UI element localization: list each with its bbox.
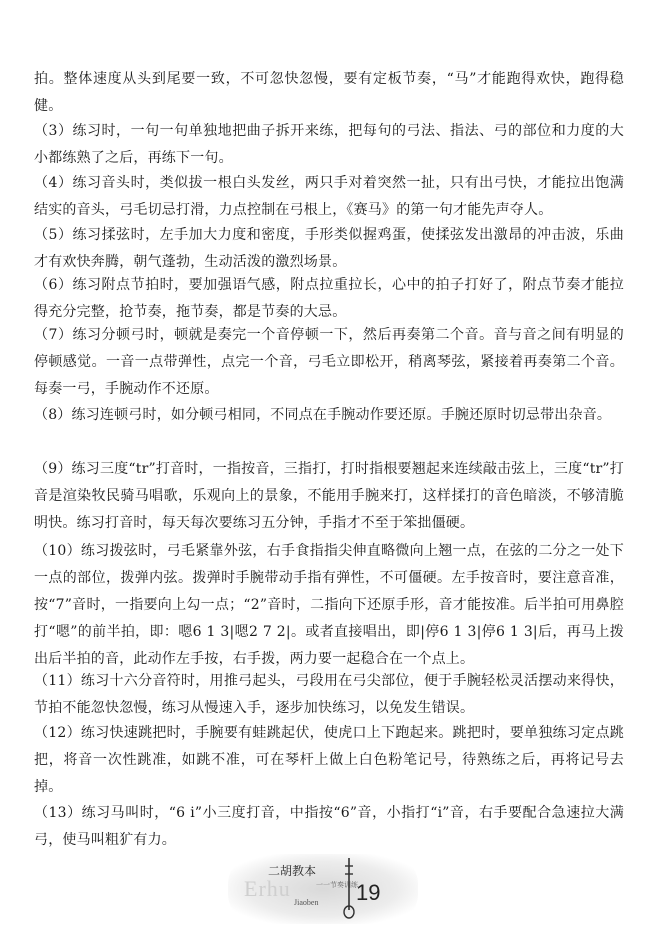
footer-subtitle: 一一节奏训练	[316, 881, 358, 889]
paragraph-5: （6）练习附点节拍时，要加强语气感，附点拉重拉长，心中的拍子打好了，附点节奏才能拉得充分完整，抢节奏，拖节奏，都是节奏的大忌。	[34, 277, 624, 320]
paragraph-11: （12）练习快速跳把时，手腕要有蛙跳起伏，使虎口上下跑起来。跳把时，要单独练习定点跳把，将音一次性跳准，如跳不准，可在琴杆上做上白色粉笔记号，待熟练之后，再将记号去掉。	[34, 725, 624, 795]
footer-pinyin: Jiaoben	[294, 898, 319, 907]
paragraph-8: （9）练习三度“tr”打音时，一指按音，三指打，打时指根要翘起来连续敲击弦上，三度“tr”打音是渲染牧民骑马唱歌，乐观向上的景象，不能用手腕来打，这样揉打的音色暗淡，不够清脆明快。练习打音时，每天每次要练习五分钟，手指才不至于笨拙僵硬。	[34, 461, 624, 531]
paragraph-3: （4）练习音头时，类似拔一根白头发丝，两只手对着突然一扯，只有出弓快，才能拉出饱满结实的音头，弓毛切忌打滑，力点控制在弓根上，《赛马》的第一句才能先声夺人。	[34, 175, 624, 218]
paragraph-4: （5）练习揉弦时，左手加大力度和密度，手形类似握鸡蛋，使揉弦发出激昂的冲击波，乐曲才有欢快奔腾，朝气蓬勃，生动活泼的激烈场景。	[34, 227, 624, 270]
paragraph-6: （7）练习分顿弓时，顿就是奏完一个音停顿一下，然后再奏第二个音。音与音之间有明显的停顿感觉。一音一点带弹性，点完一个音，弓毛立即松开，稍离琴弦，紧接着再奏第二个音。每奏一弓，手腕动作不还原。	[34, 327, 624, 397]
paragraph-1: 拍。整体速度从头到尾要一致，不可忽快忽慢，要有定板节奏，“马”才能跑得欢快，跑得稳健。	[34, 71, 624, 114]
page-footer	[228, 850, 428, 928]
paragraph-7: （8）练习连顿弓时，如分顿弓相同，不同点在手腕动作要还原。手腕还原时切忌带出杂音。	[34, 407, 612, 423]
paragraph-10: （11）练习十六分音符时，用推弓起头，弓段用在弓尖部位，便于手腕轻松灵活摆动来得快，节拍不能忽快忽慢，练习从慢速入手，逐步加快练习，以免发生错误。	[34, 673, 624, 716]
footer-latin-title: Erhu	[244, 876, 291, 901]
paragraph-9: （10）练习拨弦时，弓毛紧靠外弦，右手食指指尖伸直略微向上翘一点，在弦的二分之一处下一点的部位，拨弹内弦。拨弹时手腕带动手指有弹性，不可僵硬。左手按音时，要注意音准，按“7”音时，一指要向上勾一点；“2”音时，二指向下还原手形，音才能按准。后半拍可用鼻腔打“嗯”的前半拍，即：嗯6 1 3|嗯2 7 2|。或者直接唱出，即|停6 1 3|停6 1 3|后，再马上拨出后半拍的音，此动作左手按，右手拨，两力要一起稳合在一个点上。	[34, 543, 624, 667]
page-number: 19	[356, 880, 381, 905]
paragraph-12: （13）练习马叫时，“6 i”小三度打音，中指按“6”音，小指打“i”音，右手要配合急速拉大满弓，使马叫粗犷有力。	[34, 805, 624, 848]
footer-book-title: 二胡教本	[268, 864, 317, 878]
paragraph-2: （3）练习时，一句一句单独地把曲子拆开来练，把每句的弓法、指法、弓的部位和力度的大小都练熟了之后，再练下一句。	[34, 123, 624, 166]
erhu-icon	[342, 856, 356, 920]
